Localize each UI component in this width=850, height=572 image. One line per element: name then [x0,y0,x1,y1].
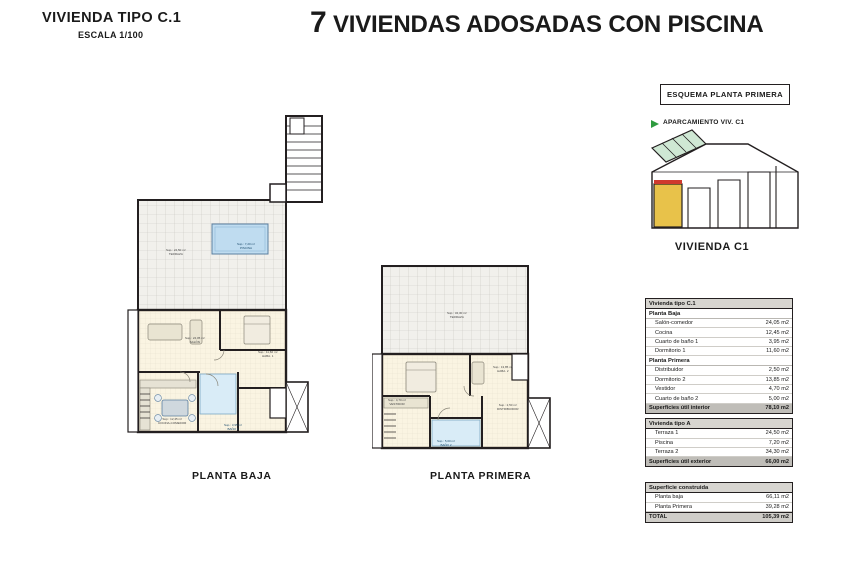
room-tag-name: BAÑO 2 [440,442,452,447]
table-row [646,385,792,394]
room-tag-name: BAÑO 1 [227,426,239,431]
page-title-main [310,6,763,40]
room-tag-name: TERRAZA [449,314,464,319]
total-label: TOTAL [649,514,668,521]
room-tag-area: Sup.: 3,95 m² [224,423,243,427]
table-row [646,503,792,512]
row-label: Piscina [655,439,674,446]
room-tag-area: Sup.: 34,30 m² [447,311,467,315]
room-tag-area: Sup.: 24,50 m² [166,248,186,252]
table2-title: Vivienda tipo A [646,419,792,429]
room-tag-name: COCINA-COMEDOR [158,420,187,425]
table3-total [646,512,792,522]
row-label: Salón-comedor [655,320,693,327]
table-row [646,394,792,403]
room-tag-terraza-1 [166,249,186,257]
subtotal-value: 66,00 m2 [765,458,789,465]
room-tag-area: Sup.: 5,00 m² [437,439,456,443]
room-tag-area: Sup.: 2,50 m² [498,403,517,407]
table-row [646,319,792,328]
row-label: Cuarto de baño 2 [655,395,699,402]
room-tag-name: TERRAZA [168,251,183,256]
table1-section-planta-primera: Planta Primera [646,356,792,366]
room-tag-area: Sup.: 7,20 m² [237,242,256,246]
table-row [646,448,792,457]
room-tag-habitacion-2 [493,366,513,374]
room-tag-bano-2 [437,440,455,448]
dwelling-count: 7 [310,6,327,39]
row-label: Vestidor [655,386,676,393]
room-tag-name: SALÓN [189,339,200,344]
row-label: Cocina [655,329,673,336]
table-row [646,338,792,347]
table1-title: Vivienda tipo C.1 [646,299,792,309]
page-title-left: VIVIENDA TIPO C.1 [42,10,182,26]
subtotal-value: 78,10 m2 [765,405,789,412]
room-tag-piscina [237,243,255,251]
row-label: Cuarto de baño 1 [655,338,699,345]
row-value: 12,45 m2 [765,329,789,336]
planta-primera-drawing [372,258,572,473]
planta-primera-label: PLANTA PRIMERA [430,470,532,482]
row-value: 11,60 m2 [766,348,789,355]
planta-baja-drawing [120,88,350,468]
row-value: 39,28 m2 [765,503,789,510]
table-row [646,328,792,337]
table3-title: Superficie construida [646,483,792,493]
surface-table-exterior [645,418,793,467]
esquema-planta-primera-box: ESQUEMA PLANTA PRIMERA [660,84,790,105]
room-tag-area: Sup.: 11,60 m² [258,350,278,354]
room-tag-name: HABA. 2 [497,368,509,373]
room-tag-terraza-2 [447,312,467,320]
surface-table-built [645,482,793,523]
room-tag-area: Sup.: 13,85 m² [493,365,513,369]
row-value: 3,95 m2 [768,338,789,345]
row-value: 2,50 m2 [768,367,789,374]
row-value: 5,00 m2 [768,395,789,402]
surface-table-interior [645,298,793,414]
room-tag-habitacion-1 [258,351,277,359]
subtotal-label: Superficies útil exterior [649,458,712,465]
room-tag-salon [185,337,205,345]
room-tag-distribuidor [497,404,519,412]
scale-label: ESCALA 1/100 [78,30,144,40]
row-value: 34,30 m2 [765,449,789,456]
room-tag-area: Sup.: 12,45 m² [162,417,183,421]
row-label: Terraza 2 [655,449,679,456]
room-tag-cocina-comedor [158,418,186,426]
subtotal-label: Superficies útil interior [649,405,710,412]
table1-subtotal [646,404,792,413]
row-label: Planta baja [655,494,683,501]
row-label: Dormitorio 1 [655,348,686,355]
room-tag-name: PISCINA [240,245,253,250]
room-tag-vestidor [388,399,406,407]
table-row [646,366,792,375]
site-schematic [648,126,808,238]
room-tag-bano-1 [224,424,242,432]
row-label: Distribuidor [655,367,684,374]
table2-subtotal [646,457,792,466]
room-tag-name: HABA. 1 [261,353,274,358]
table-row [646,347,792,356]
planta-baja-label: PLANTA BAJA [192,470,272,482]
row-value: 13,85 m2 [765,376,789,383]
row-value: 7,20 m2 [768,439,789,446]
main-title-text: VIVIENDAS ADOSADAS CON PISCINA [332,11,764,38]
row-value: 24,05 m2 [765,320,789,327]
row-label: Planta Primera [655,503,692,510]
room-tag-name: DISTRIBUIDOR [497,406,519,411]
row-label: Dormitorio 2 [655,376,686,383]
row-value: 66,11 m2 [766,494,789,501]
room-tag-area: Sup.: 4,70 m² [388,398,407,402]
parking-label: APARCAMIENTO VIV. C1 [663,119,745,126]
table-row [646,493,792,502]
schematic-caption: VIVIENDA C1 [674,241,750,253]
table-row [646,376,792,385]
row-label: Terraza 1 [655,430,679,437]
total-value: 105,39 m2 [762,514,789,521]
row-value: 4,70 m2 [768,386,789,393]
table1-section-planta-baja: Planta Baja [646,309,792,319]
room-tag-name: VESTIDOR [389,401,405,406]
row-value: 24,50 m2 [765,430,789,437]
table-row [646,429,792,438]
table-row [646,439,792,448]
room-tag-area: Sup.: 24,05 m² [185,336,205,340]
